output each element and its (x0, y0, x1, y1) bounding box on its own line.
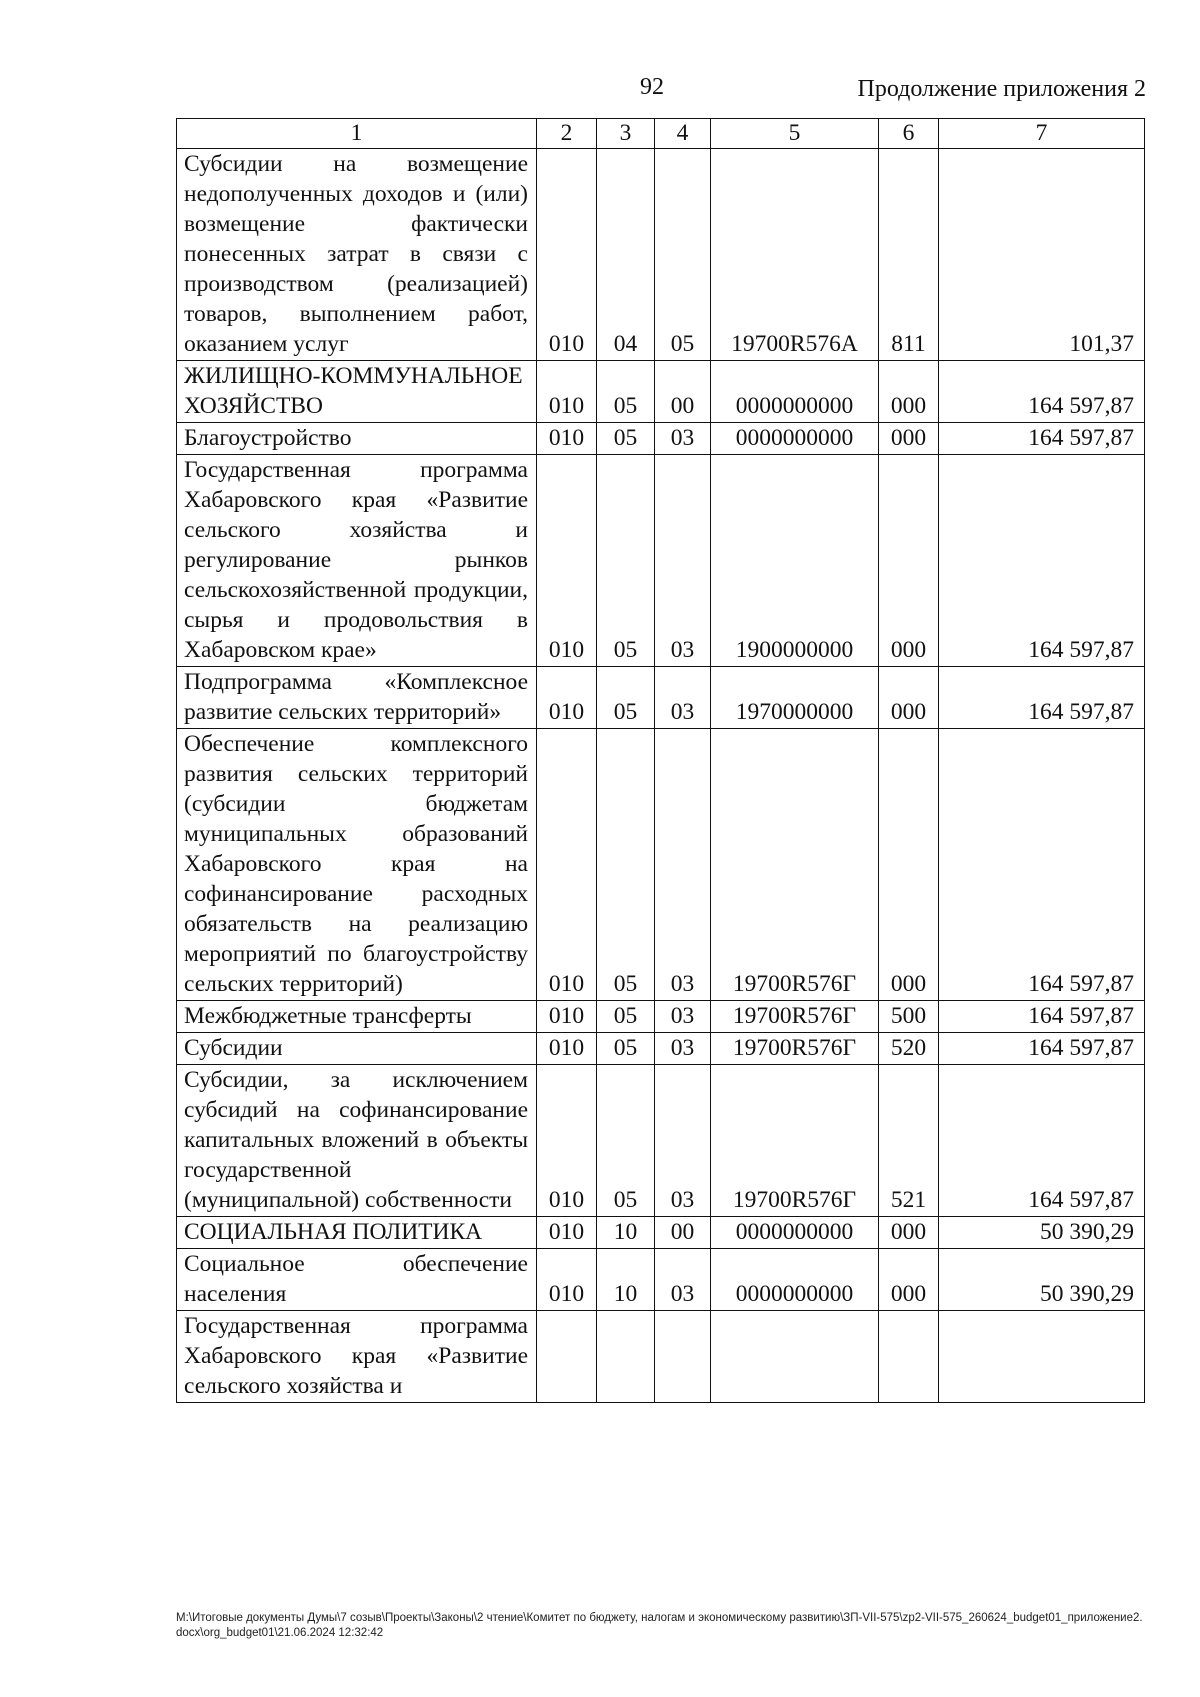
cell-amount: 164 597,87 (939, 1065, 1145, 1217)
cell-amount: 164 597,87 (939, 455, 1145, 667)
cell-amount: 50 390,29 (939, 1217, 1145, 1249)
budget-table (176, 118, 1145, 1403)
cell-amount: 50 390,29 (939, 1249, 1145, 1311)
cell-c6: 000 (879, 1217, 939, 1249)
column-header: 4 (655, 119, 711, 149)
cell-c6: 000 (879, 667, 939, 729)
cell-c4: 03 (655, 1065, 711, 1217)
cell-c6: 520 (879, 1033, 939, 1065)
row-name: Государственная программа Хабаровского края «Развитие сельского хозяйства и (177, 1311, 537, 1403)
cell-c5: 19700R576Г (711, 1065, 879, 1217)
cell-c2: 010 (537, 667, 597, 729)
cell-c6: 521 (879, 1065, 939, 1217)
cell-c5: 0000000000 (711, 1217, 879, 1249)
table-row (177, 1033, 1145, 1065)
cell-c6: 000 (879, 1249, 939, 1311)
cell-c5: 0000000000 (711, 423, 879, 455)
cell-c3 (597, 1311, 655, 1403)
cell-c6: 811 (879, 149, 939, 361)
file-path-footer: M:\Итоговые документы Думы\7 созыв\Проекты\Законы\2 чтение\Комитет по бюджету, налогам и экономическому развитию\ЗП-VII-575\zp2-VII-575_260624_budget01_приложение2.docx\org_budget01\21.06.2024 12:32:42 (176, 1612, 1143, 1639)
column-header: 6 (879, 119, 939, 149)
cell-c2: 010 (537, 455, 597, 667)
cell-amount: 164 597,87 (939, 1001, 1145, 1033)
row-name: ЖИЛИЩНО-КОММУНАЛЬНОЕ ХОЗЯЙСТВО (177, 361, 537, 423)
cell-c5: 1970000000 (711, 667, 879, 729)
column-header: 3 (597, 119, 655, 149)
cell-c6 (879, 1311, 939, 1403)
cell-c4: 00 (655, 1217, 711, 1249)
cell-c2: 010 (537, 729, 597, 1001)
table-row (177, 455, 1145, 667)
cell-c4: 03 (655, 455, 711, 667)
cell-c3: 05 (597, 423, 655, 455)
cell-c6: 000 (879, 455, 939, 667)
row-name: Государственная программа Хабаровского края «Развитие сельского хозяйства и регулирование рынков сельскохозяйственной продукции, сырья и продовольствия в Хабаровском крае» (177, 455, 537, 667)
cell-c6: 500 (879, 1001, 939, 1033)
cell-c3: 05 (597, 455, 655, 667)
cell-c4: 03 (655, 1249, 711, 1311)
cell-c4: 03 (655, 729, 711, 1001)
table-header-row (177, 119, 1145, 149)
cell-c5: 19700R576Г (711, 1033, 879, 1065)
cell-c4: 05 (655, 149, 711, 361)
continuation-label: Продолжение приложения 2 (857, 76, 1146, 102)
cell-c4: 00 (655, 361, 711, 423)
cell-c5: 19700R576Г (711, 1001, 879, 1033)
table-row (177, 1001, 1145, 1033)
cell-amount (939, 1311, 1145, 1403)
cell-c3: 10 (597, 1217, 655, 1249)
row-name: Межбюджетные трансферты (177, 1001, 537, 1033)
cell-c3: 05 (597, 729, 655, 1001)
row-name: Субсидии (177, 1033, 537, 1065)
cell-c2: 010 (537, 1065, 597, 1217)
page-number: 92 (640, 74, 664, 100)
cell-c2: 010 (537, 149, 597, 361)
cell-c3: 05 (597, 1033, 655, 1065)
cell-c5 (711, 1311, 879, 1403)
column-header: 1 (177, 119, 537, 149)
cell-amount: 101,37 (939, 149, 1145, 361)
table-row (177, 1217, 1145, 1249)
cell-c2: 010 (537, 361, 597, 423)
cell-c4: 03 (655, 667, 711, 729)
cell-amount: 164 597,87 (939, 423, 1145, 455)
cell-c4: 03 (655, 423, 711, 455)
table-row (177, 1065, 1145, 1217)
cell-c2: 010 (537, 1033, 597, 1065)
column-header: 2 (537, 119, 597, 149)
cell-amount: 164 597,87 (939, 1033, 1145, 1065)
cell-c5: 0000000000 (711, 1249, 879, 1311)
cell-c2 (537, 1311, 597, 1403)
cell-c2: 010 (537, 1249, 597, 1311)
column-header: 5 (711, 119, 879, 149)
row-name: Субсидии, за исключением субсидий на софинансирование капитальных вложений в объекты государственной (муниципальной) собственности (177, 1065, 537, 1217)
table-row (177, 729, 1145, 1001)
table-row (177, 361, 1145, 423)
cell-c3: 05 (597, 361, 655, 423)
cell-c5: 19700R576А (711, 149, 879, 361)
cell-c6: 000 (879, 361, 939, 423)
cell-amount: 164 597,87 (939, 729, 1145, 1001)
cell-c3: 10 (597, 1249, 655, 1311)
cell-c3: 05 (597, 1065, 655, 1217)
cell-c2: 010 (537, 1001, 597, 1033)
cell-amount: 164 597,87 (939, 667, 1145, 729)
row-name: Обеспечение комплексного развития сельских территорий (субсидии бюджетам муниципальных образований Хабаровского края на софинансирование расходных обязательств на реализацию мероприятий по благоустройству сельских территорий) (177, 729, 537, 1001)
table-row (177, 149, 1145, 361)
cell-c4: 03 (655, 1033, 711, 1065)
table-row (177, 1249, 1145, 1311)
cell-c4 (655, 1311, 711, 1403)
cell-c3: 05 (597, 1001, 655, 1033)
cell-c6: 000 (879, 423, 939, 455)
cell-c4: 03 (655, 1001, 711, 1033)
cell-c6: 000 (879, 729, 939, 1001)
row-name: Подпрограмма «Комплексное развитие сельских территорий» (177, 667, 537, 729)
table-row (177, 1311, 1145, 1403)
table-row (177, 667, 1145, 729)
column-header: 7 (939, 119, 1145, 149)
cell-c2: 010 (537, 1217, 597, 1249)
row-name: Социальное обеспечение населения (177, 1249, 537, 1311)
table-row (177, 423, 1145, 455)
cell-amount: 164 597,87 (939, 361, 1145, 423)
row-name: Благоустройство (177, 423, 537, 455)
row-name: СОЦИАЛЬНАЯ ПОЛИТИКА (177, 1217, 537, 1249)
row-name: Субсидии на возмещение недополученных доходов и (или) возмещение фактически понесенных затрат в связи с производством (реализацией) товаров, выполнением работ, оказанием услуг (177, 149, 537, 361)
cell-c3: 04 (597, 149, 655, 361)
cell-c3: 05 (597, 667, 655, 729)
cell-c2: 010 (537, 423, 597, 455)
cell-c5: 0000000000 (711, 361, 879, 423)
cell-c5: 1900000000 (711, 455, 879, 667)
cell-c5: 19700R576Г (711, 729, 879, 1001)
